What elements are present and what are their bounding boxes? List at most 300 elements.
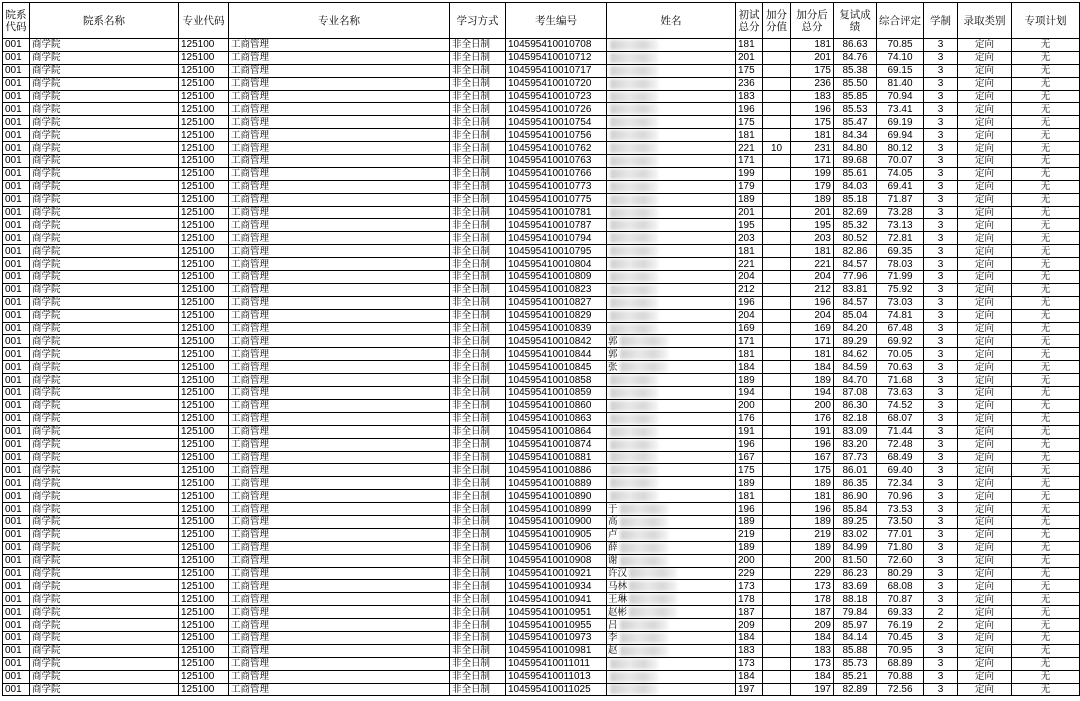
cell-special-plan: 无: [1012, 180, 1080, 193]
cell-dept-name: 商学院: [30, 116, 179, 129]
cell-major-name: 工商管理: [229, 155, 450, 168]
cell-major-code: 125100: [179, 425, 229, 438]
cell-overall: 71.44: [877, 425, 924, 438]
cell-major-name: 工商管理: [229, 399, 450, 412]
cell-years: 3: [924, 296, 958, 309]
cell-retest-score: 84.03: [834, 180, 877, 193]
cell-bonus: [763, 477, 791, 490]
cell-special-plan: 无: [1012, 77, 1080, 90]
cell-initial-score: 173: [736, 657, 763, 670]
cell-special-plan: 无: [1012, 477, 1080, 490]
cell-bonus: [763, 271, 791, 284]
cell-bonus: [763, 412, 791, 425]
cell-exam-id: 104595410010890: [506, 490, 607, 503]
cell-admission-type: 定向: [958, 451, 1012, 464]
cell-years: 3: [924, 103, 958, 116]
cell-initial-score: 196: [736, 503, 763, 516]
cell-years: 3: [924, 51, 958, 64]
redaction-blur: [629, 594, 677, 604]
cell-exam-id: 104595410010754: [506, 116, 607, 129]
cell-retest-score: 84.99: [834, 541, 877, 554]
cell-total-with-bonus: 203: [791, 232, 834, 245]
cell-major-code: 125100: [179, 464, 229, 477]
cell-dept-code: 001: [3, 51, 30, 64]
cell-study-mode: 非全日制: [450, 77, 506, 90]
cell-initial-score: 181: [736, 490, 763, 503]
table-row: [3, 464, 1080, 477]
cell-retest-score: 82.18: [834, 412, 877, 425]
cell-dept-code: 001: [3, 477, 30, 490]
cell-retest-score: 85.18: [834, 193, 877, 206]
cell-years: 3: [924, 219, 958, 232]
cell-study-mode: 非全日制: [450, 283, 506, 296]
cell-study-mode: 非全日制: [450, 477, 506, 490]
cell-years: 3: [924, 206, 958, 219]
cell-study-mode: 非全日制: [450, 361, 506, 374]
cell-major-code: 125100: [179, 129, 229, 142]
cell-special-plan: 无: [1012, 245, 1080, 258]
cell-overall: 70.05: [877, 348, 924, 361]
cell-admission-type: 定向: [958, 206, 1012, 219]
cell-study-mode: 非全日制: [450, 438, 506, 451]
table-row: [3, 515, 1080, 528]
cell-major-code: 125100: [179, 670, 229, 683]
cell-overall: 76.19: [877, 619, 924, 632]
cell-dept-name: 商学院: [30, 103, 179, 116]
cell-major-name: 工商管理: [229, 606, 450, 619]
cell-name: [607, 232, 736, 245]
table-row: [3, 167, 1080, 180]
cell-years: 3: [924, 322, 958, 335]
cell-major-name: 工商管理: [229, 206, 450, 219]
cell-bonus: [763, 322, 791, 335]
cell-name: [607, 683, 736, 696]
cell-major-code: 125100: [179, 296, 229, 309]
cell-initial-score: 175: [736, 116, 763, 129]
cell-major-name: 工商管理: [229, 258, 450, 271]
cell-retest-score: 86.23: [834, 567, 877, 580]
cell-study-mode: 非全日制: [450, 271, 506, 284]
name-text: 于: [608, 503, 618, 515]
cell-special-plan: 无: [1012, 51, 1080, 64]
cell-retest-score: 84.20: [834, 322, 877, 335]
cell-total-with-bonus: 181: [791, 129, 834, 142]
name-text: 李: [608, 632, 618, 644]
cell-study-mode: 非全日制: [450, 580, 506, 593]
redaction-blur: [610, 427, 658, 437]
redaction-blur: [610, 401, 658, 411]
cell-dept-code: 001: [3, 296, 30, 309]
cell-dept-code: 001: [3, 606, 30, 619]
cell-dept-code: 001: [3, 464, 30, 477]
cell-exam-id: 104595410010845: [506, 361, 607, 374]
redaction-blur: [620, 362, 668, 372]
table-row: [3, 477, 1080, 490]
cell-admission-type: 定向: [958, 167, 1012, 180]
cell-bonus: [763, 657, 791, 670]
cell-special-plan: 无: [1012, 438, 1080, 451]
cell-special-plan: 无: [1012, 399, 1080, 412]
cell-retest-score: 83.20: [834, 438, 877, 451]
cell-retest-score: 85.32: [834, 219, 877, 232]
cell-admission-type: 定向: [958, 528, 1012, 541]
cell-years: 3: [924, 167, 958, 180]
cell-name: [607, 142, 736, 155]
cell-major-name: 工商管理: [229, 245, 450, 258]
name-text: 郭: [608, 335, 618, 347]
cell-retest-score: 88.18: [834, 593, 877, 606]
cell-exam-id: 104595410010763: [506, 155, 607, 168]
cell-dept-name: 商学院: [30, 619, 179, 632]
cell-total-with-bonus: 204: [791, 309, 834, 322]
cell-special-plan: 无: [1012, 541, 1080, 554]
cell-overall: 74.10: [877, 51, 924, 64]
cell-overall: 74.81: [877, 309, 924, 322]
cell-admission-type: 定向: [958, 296, 1012, 309]
cell-retest-score: 86.35: [834, 477, 877, 490]
cell-bonus: [763, 670, 791, 683]
cell-retest-score: 79.84: [834, 606, 877, 619]
cell-major-name: 工商管理: [229, 335, 450, 348]
cell-major-name: 工商管理: [229, 296, 450, 309]
cell-dept-code: 001: [3, 283, 30, 296]
cell-overall: 70.88: [877, 670, 924, 683]
cell-major-code: 125100: [179, 361, 229, 374]
cell-dept-name: 商学院: [30, 503, 179, 516]
table-row: [3, 245, 1080, 258]
cell-admission-type: 定向: [958, 580, 1012, 593]
cell-bonus: [763, 296, 791, 309]
cell-name: [607, 77, 736, 90]
cell-bonus: [763, 309, 791, 322]
cell-admission-type: 定向: [958, 348, 1012, 361]
redaction-blur: [610, 182, 658, 192]
cell-initial-score: 178: [736, 593, 763, 606]
cell-bonus: 10: [763, 142, 791, 155]
cell-major-code: 125100: [179, 283, 229, 296]
cell-major-code: 125100: [179, 232, 229, 245]
cell-initial-score: 221: [736, 258, 763, 271]
cell-years: 3: [924, 155, 958, 168]
cell-overall: 74.05: [877, 167, 924, 180]
cell-admission-type: 定向: [958, 64, 1012, 77]
cell-study-mode: 非全日制: [450, 167, 506, 180]
table-row: [3, 374, 1080, 387]
cell-total-with-bonus: 196: [791, 296, 834, 309]
cell-initial-score: 204: [736, 309, 763, 322]
cell-admission-type: 定向: [958, 180, 1012, 193]
redaction-blur: [610, 53, 658, 63]
cell-major-name: 工商管理: [229, 477, 450, 490]
table-row: [3, 129, 1080, 142]
cell-major-name: 工商管理: [229, 322, 450, 335]
cell-exam-id: 104595410010864: [506, 425, 607, 438]
cell-dept-name: 商学院: [30, 554, 179, 567]
redaction-blur: [610, 388, 658, 398]
cell-major-code: 125100: [179, 309, 229, 322]
cell-dept-name: 商学院: [30, 206, 179, 219]
cell-total-with-bonus: 183: [791, 90, 834, 103]
cell-dept-name: 商学院: [30, 541, 179, 554]
cell-major-name: 工商管理: [229, 129, 450, 142]
cell-dept-code: 001: [3, 180, 30, 193]
cell-retest-score: 85.04: [834, 309, 877, 322]
cell-exam-id: 104595410010889: [506, 477, 607, 490]
cell-major-name: 工商管理: [229, 644, 450, 657]
cell-name: [607, 193, 736, 206]
cell-major-code: 125100: [179, 619, 229, 632]
cell-total-with-bonus: 204: [791, 271, 834, 284]
cell-initial-score: 184: [736, 631, 763, 644]
cell-name: [607, 528, 736, 541]
cell-study-mode: 非全日制: [450, 541, 506, 554]
cell-study-mode: 非全日制: [450, 399, 506, 412]
redaction-blur: [610, 375, 658, 385]
cell-major-name: 工商管理: [229, 490, 450, 503]
cell-total-with-bonus: 167: [791, 451, 834, 464]
cell-major-code: 125100: [179, 193, 229, 206]
cell-initial-score: 195: [736, 219, 763, 232]
cell-special-plan: 无: [1012, 271, 1080, 284]
cell-exam-id: 104595410010804: [506, 258, 607, 271]
cell-name: [607, 51, 736, 64]
cell-major-name: 工商管理: [229, 631, 450, 644]
cell-special-plan: 无: [1012, 348, 1080, 361]
cell-bonus: [763, 258, 791, 271]
redaction-blur: [610, 246, 658, 256]
cell-dept-name: 商学院: [30, 374, 179, 387]
cell-exam-id: 104595410010787: [506, 219, 607, 232]
cell-name: [607, 206, 736, 219]
cell-study-mode: 非全日制: [450, 180, 506, 193]
cell-initial-score: 189: [736, 477, 763, 490]
cell-study-mode: 非全日制: [450, 296, 506, 309]
cell-overall: 72.34: [877, 477, 924, 490]
cell-major-code: 125100: [179, 438, 229, 451]
cell-admission-type: 定向: [958, 271, 1012, 284]
cell-overall: 71.80: [877, 541, 924, 554]
cell-initial-score: 189: [736, 374, 763, 387]
table-row: [3, 39, 1080, 52]
cell-total-with-bonus: 189: [791, 374, 834, 387]
redaction-blur: [610, 672, 658, 682]
cell-major-code: 125100: [179, 528, 229, 541]
redaction-blur: [610, 233, 658, 243]
cell-bonus: [763, 116, 791, 129]
cell-admission-type: 定向: [958, 245, 1012, 258]
cell-name: [607, 464, 736, 477]
cell-overall: 70.85: [877, 39, 924, 52]
table-row: [3, 606, 1080, 619]
cell-name: [607, 374, 736, 387]
cell-overall: 72.56: [877, 683, 924, 696]
cell-initial-score: 196: [736, 438, 763, 451]
redaction-blur: [610, 478, 658, 488]
cell-total-with-bonus: 189: [791, 193, 834, 206]
cell-bonus: [763, 503, 791, 516]
cell-dept-name: 商学院: [30, 593, 179, 606]
col-header-major-name: 专业名称: [229, 3, 450, 39]
cell-special-plan: 无: [1012, 631, 1080, 644]
cell-study-mode: 非全日制: [450, 670, 506, 683]
cell-special-plan: 无: [1012, 619, 1080, 632]
cell-bonus: [763, 335, 791, 348]
cell-admission-type: 定向: [958, 490, 1012, 503]
cell-major-code: 125100: [179, 631, 229, 644]
cell-retest-score: 83.81: [834, 283, 877, 296]
col-header-major-code: 专业代码: [179, 3, 229, 39]
cell-major-code: 125100: [179, 554, 229, 567]
cell-dept-name: 商学院: [30, 193, 179, 206]
cell-dept-name: 商学院: [30, 567, 179, 580]
cell-overall: 70.45: [877, 631, 924, 644]
cell-major-code: 125100: [179, 644, 229, 657]
cell-major-name: 工商管理: [229, 180, 450, 193]
table-row: [3, 155, 1080, 168]
cell-admission-type: 定向: [958, 412, 1012, 425]
redaction-blur: [610, 324, 658, 334]
cell-exam-id: 104595410011011: [506, 657, 607, 670]
cell-major-name: 工商管理: [229, 77, 450, 90]
cell-major-name: 工商管理: [229, 567, 450, 580]
cell-initial-score: 183: [736, 90, 763, 103]
cell-dept-code: 001: [3, 167, 30, 180]
cell-dept-name: 商学院: [30, 348, 179, 361]
cell-study-mode: 非全日制: [450, 64, 506, 77]
cell-bonus: [763, 619, 791, 632]
cell-overall: 69.33: [877, 606, 924, 619]
cell-retest-score: 86.63: [834, 39, 877, 52]
cell-total-with-bonus: 209: [791, 619, 834, 632]
cell-dept-name: 商学院: [30, 606, 179, 619]
cell-study-mode: 非全日制: [450, 206, 506, 219]
cell-years: 3: [924, 335, 958, 348]
cell-major-code: 125100: [179, 399, 229, 412]
cell-dept-code: 001: [3, 554, 30, 567]
cell-overall: 73.63: [877, 387, 924, 400]
cell-dept-code: 001: [3, 412, 30, 425]
cell-major-code: 125100: [179, 335, 229, 348]
cell-exam-id: 104595410010781: [506, 206, 607, 219]
cell-dept-code: 001: [3, 206, 30, 219]
cell-retest-score: 83.02: [834, 528, 877, 541]
cell-overall: 73.41: [877, 103, 924, 116]
table-row: [3, 593, 1080, 606]
cell-overall: 71.99: [877, 271, 924, 284]
table-row: [3, 683, 1080, 696]
cell-admission-type: 定向: [958, 425, 1012, 438]
cell-retest-score: 82.89: [834, 683, 877, 696]
cell-admission-type: 定向: [958, 387, 1012, 400]
cell-major-name: 工商管理: [229, 90, 450, 103]
cell-total-with-bonus: 196: [791, 438, 834, 451]
cell-bonus: [763, 606, 791, 619]
cell-major-name: 工商管理: [229, 670, 450, 683]
cell-overall: 71.68: [877, 374, 924, 387]
redaction-blur: [620, 349, 668, 359]
cell-dept-code: 001: [3, 515, 30, 528]
cell-years: 3: [924, 193, 958, 206]
cell-special-plan: 无: [1012, 361, 1080, 374]
cell-major-code: 125100: [179, 258, 229, 271]
cell-study-mode: 非全日制: [450, 232, 506, 245]
cell-exam-id: 104595410010886: [506, 464, 607, 477]
cell-exam-id: 104595410010951: [506, 606, 607, 619]
cell-major-name: 工商管理: [229, 528, 450, 541]
cell-major-name: 工商管理: [229, 219, 450, 232]
cell-initial-score: 175: [736, 464, 763, 477]
redaction-blur: [629, 607, 677, 617]
cell-retest-score: 84.76: [834, 51, 877, 64]
cell-overall: 77.01: [877, 528, 924, 541]
redaction-blur: [610, 130, 658, 140]
cell-exam-id: 104595410010723: [506, 90, 607, 103]
cell-bonus: [763, 206, 791, 219]
cell-major-name: 工商管理: [229, 503, 450, 516]
cell-name: [607, 348, 736, 361]
cell-initial-score: 181: [736, 39, 763, 52]
cell-retest-score: 83.69: [834, 580, 877, 593]
cell-overall: 70.96: [877, 490, 924, 503]
cell-initial-score: 221: [736, 142, 763, 155]
cell-major-name: 工商管理: [229, 464, 450, 477]
cell-name: [607, 219, 736, 232]
cell-years: 3: [924, 425, 958, 438]
cell-total-with-bonus: 189: [791, 515, 834, 528]
table-row: [3, 335, 1080, 348]
cell-exam-id: 104595410010775: [506, 193, 607, 206]
table-row: [3, 116, 1080, 129]
cell-major-name: 工商管理: [229, 64, 450, 77]
cell-admission-type: 定向: [958, 103, 1012, 116]
cell-name: [607, 103, 736, 116]
cell-total-with-bonus: 173: [791, 657, 834, 670]
cell-major-name: 工商管理: [229, 515, 450, 528]
cell-name: [607, 619, 736, 632]
cell-dept-code: 001: [3, 271, 30, 284]
cell-special-plan: 无: [1012, 206, 1080, 219]
redaction-blur: [610, 491, 658, 501]
cell-name: [607, 245, 736, 258]
cell-dept-name: 商学院: [30, 296, 179, 309]
cell-admission-type: 定向: [958, 619, 1012, 632]
cell-initial-score: 173: [736, 580, 763, 593]
cell-admission-type: 定向: [958, 322, 1012, 335]
cell-overall: 70.95: [877, 644, 924, 657]
cell-exam-id: 104595410010906: [506, 541, 607, 554]
cell-bonus: [763, 683, 791, 696]
table-row: [3, 567, 1080, 580]
cell-initial-score: 201: [736, 51, 763, 64]
redaction-blur: [610, 40, 658, 50]
cell-major-code: 125100: [179, 206, 229, 219]
cell-study-mode: 非全日制: [450, 606, 506, 619]
cell-dept-code: 001: [3, 116, 30, 129]
cell-admission-type: 定向: [958, 683, 1012, 696]
cell-exam-id: 104595410010726: [506, 103, 607, 116]
cell-major-code: 125100: [179, 322, 229, 335]
cell-dept-name: 商学院: [30, 515, 179, 528]
cell-dept-code: 001: [3, 193, 30, 206]
cell-special-plan: 无: [1012, 593, 1080, 606]
cell-exam-id: 104595410010908: [506, 554, 607, 567]
cell-years: 3: [924, 258, 958, 271]
redaction-blur: [610, 298, 658, 308]
cell-name: [607, 438, 736, 451]
cell-special-plan: 无: [1012, 657, 1080, 670]
cell-retest-score: 85.47: [834, 116, 877, 129]
table-row: [3, 77, 1080, 90]
